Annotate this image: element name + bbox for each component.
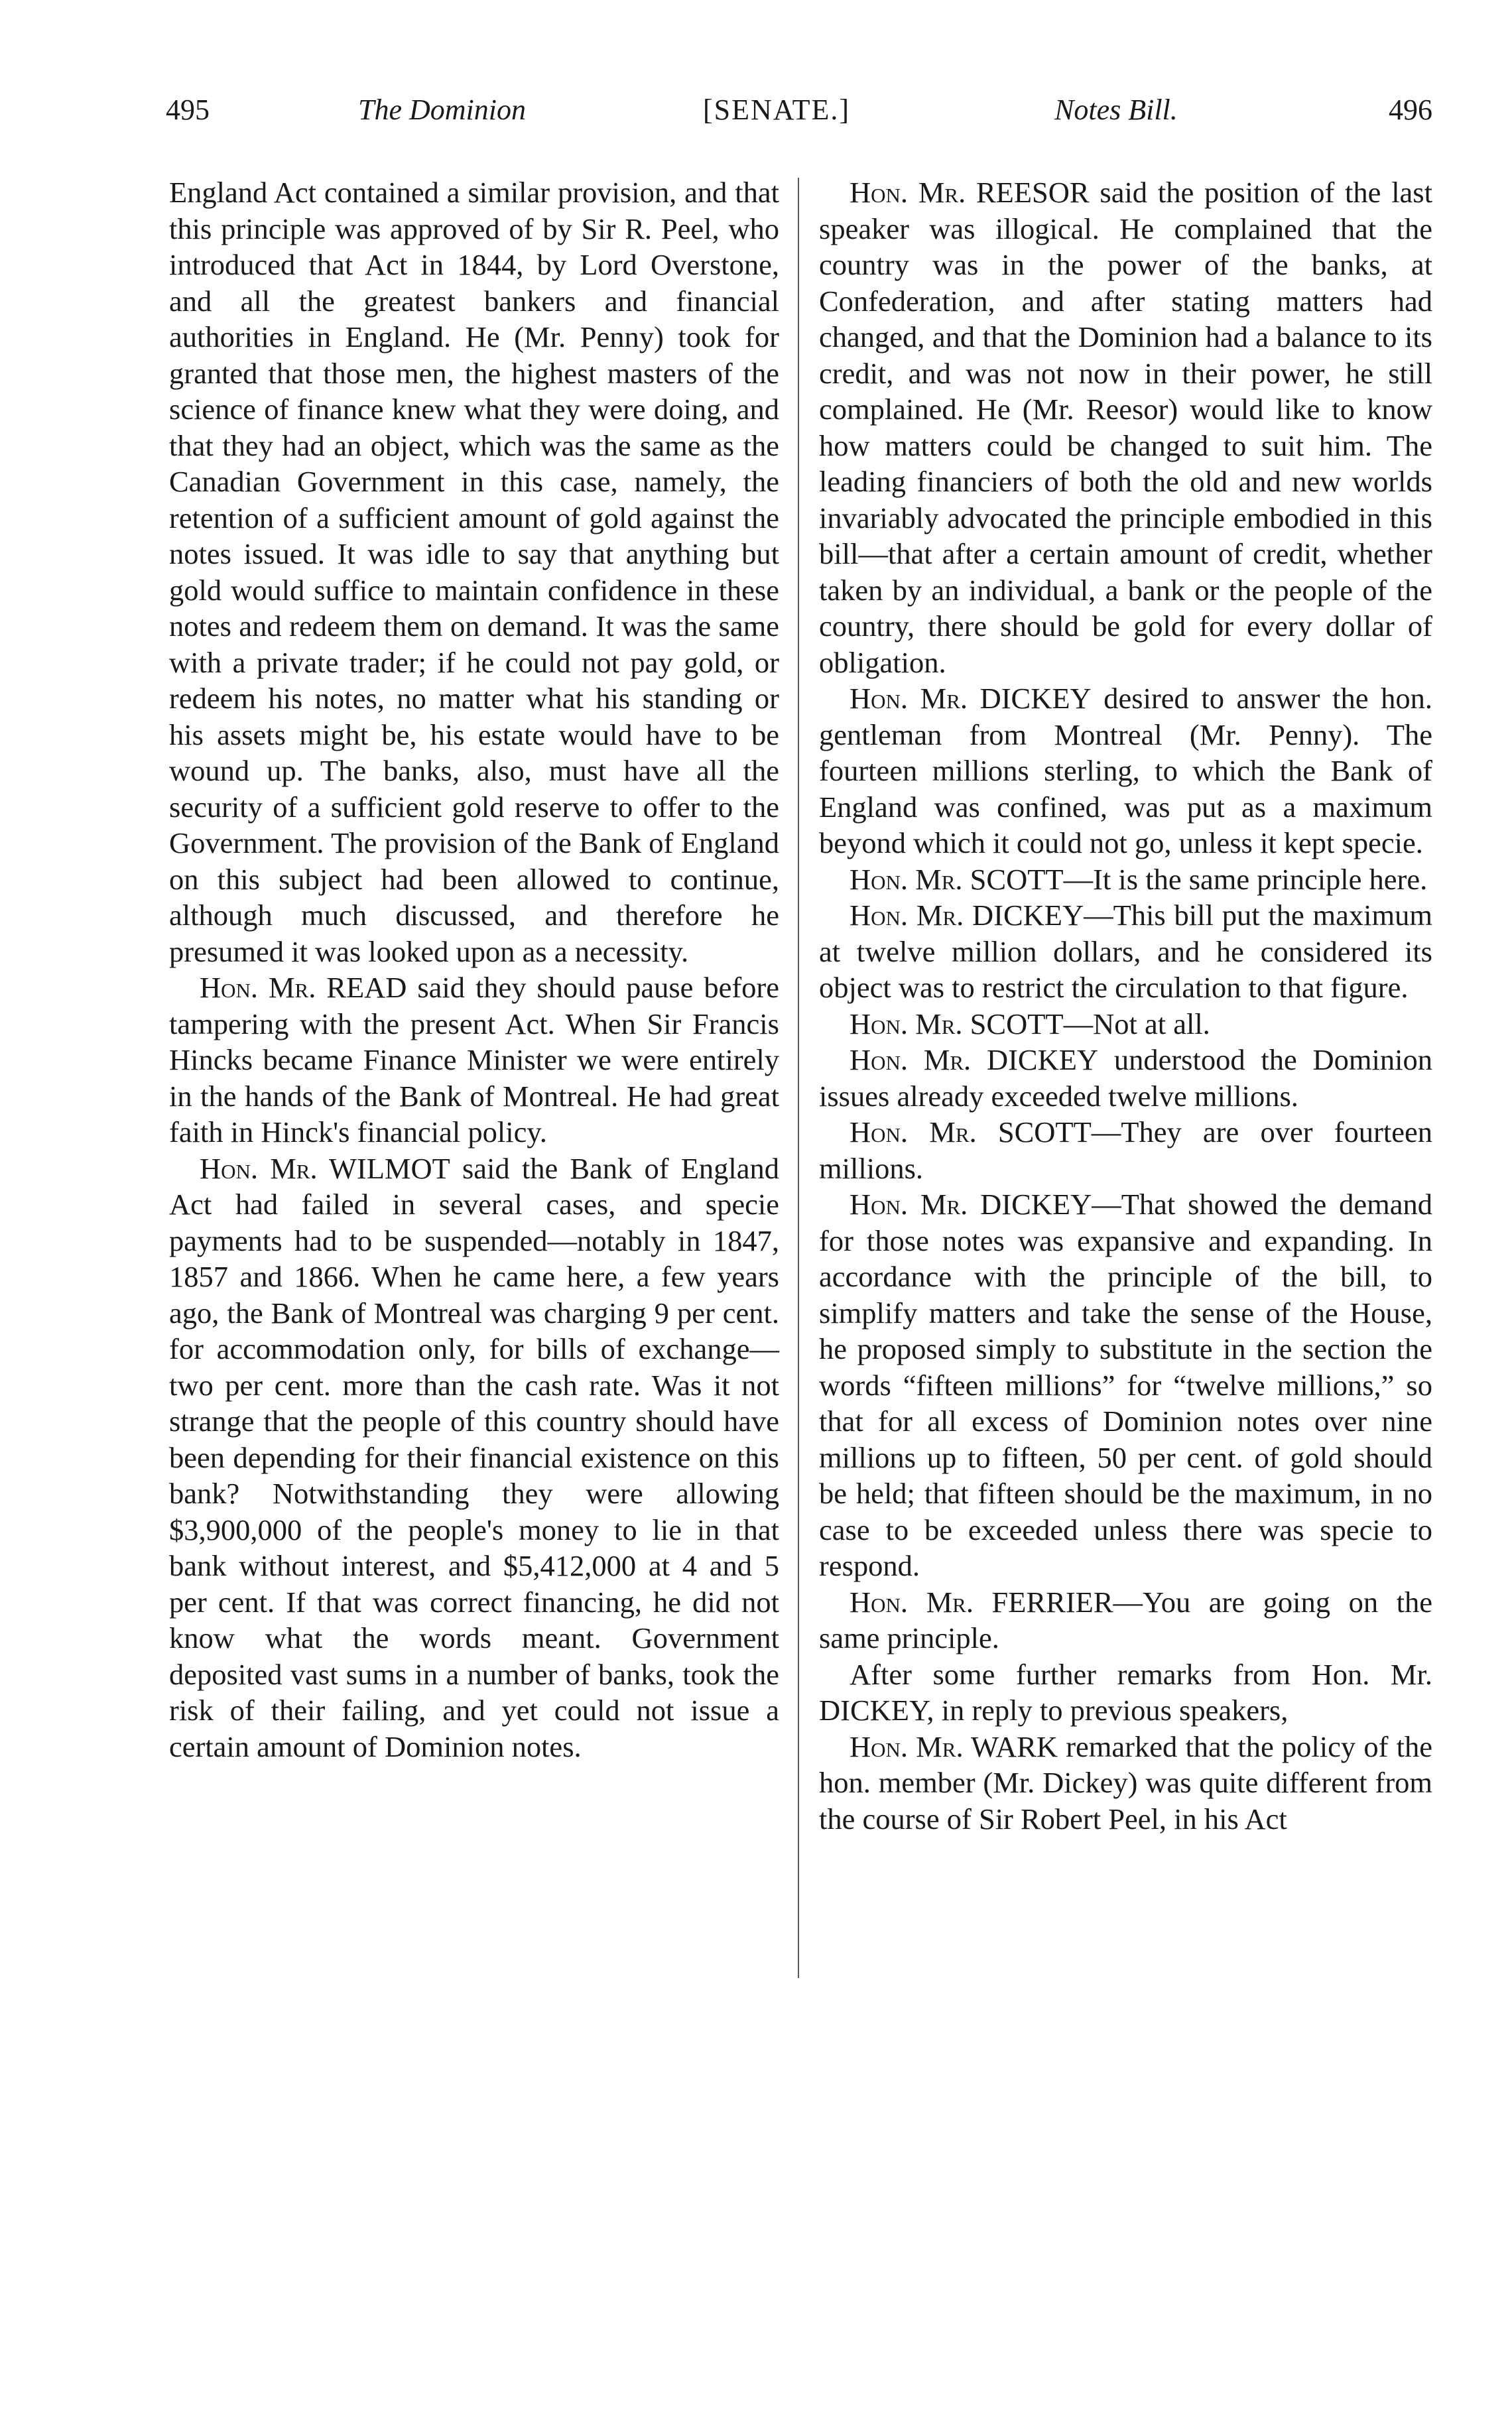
- left-running-title: The Dominion: [358, 94, 526, 126]
- paragraph-further-remarks: [819, 1656, 1432, 1729]
- paragraph-dickey-2: [819, 897, 1432, 1006]
- paragraph-text: —Not at all.: [1063, 1007, 1210, 1040]
- paragraph-text: After some further remarks from Hon. Mr. DICKEY, in reply to previous speakers,: [819, 1657, 1432, 1727]
- paragraph-wark: [819, 1729, 1432, 1838]
- paragraph-speaker: Hon. Mr. DICKEY: [850, 1188, 1092, 1221]
- left-page-number: 495: [166, 94, 210, 126]
- center-running-title: [SENATE.]: [703, 94, 851, 126]
- page-header: [166, 93, 1432, 146]
- column-divider: [798, 178, 799, 1978]
- paragraph-scott-1: [819, 861, 1432, 898]
- paragraph-text: England Act contained a similar provision, and that this principle was approved of by Sir R. Peel, who introduced that Act in 1844, by Lord Overstone, and all the greatest bankers and financial authorities in England. He (Mr. Penny) took for granted that those men, the highest masters of the science of finance knew what they were doing, and that they had an object, which was the same as the Canadian Government in this case, namely, the retention of a sufficient amount of gold against the notes issued. It was idle to say that anything but gold would suffice to maintain confidence in these notes and redeem them on demand. It was the same with a private trader; if he could not pay gold, or redeem his notes, no matter what his standing or his assets might be, his estate would have to be wound up. The banks, also, must have all the security of a sufficient gold reserve to offer to the Government. The provision of the Bank of England on this subject had been allowed to continue, although much discussed, and therefore he presumed it was looked upon as a necessity.: [169, 176, 779, 968]
- paragraph-speaker: Hon. Mr. DICKEY: [850, 682, 1092, 715]
- paragraph-speaker: Hon. Mr. FERRIER: [850, 1585, 1113, 1619]
- paragraph-text: —It is the same principle here.: [1063, 862, 1428, 896]
- right-text-column: [819, 174, 1432, 1837]
- paragraph-wilmot: [169, 1151, 779, 1765]
- paragraph-speaker: Hon. Mr. REESOR: [850, 176, 1090, 209]
- paragraph-speaker: Hon. Mr. SCOTT: [850, 1007, 1064, 1040]
- paragraph-dickey-4: [819, 1186, 1432, 1584]
- paragraph-speaker: Hon. Mr. SCOTT: [850, 862, 1064, 896]
- paragraph-speaker: Hon. Mr. DICKEY: [850, 1043, 1099, 1076]
- paragraph-read: [169, 969, 779, 1151]
- paragraph-dickey-3: [819, 1042, 1432, 1114]
- paragraph-speaker: Hon. Mr. DICKEY: [850, 899, 1084, 932]
- paragraph-text: —This bill put the maximum at twelve million dollars, and he considered its object was to restrict the circulation to that figure.: [819, 899, 1433, 1004]
- paragraph-text: —You are going on the same principle.: [819, 1585, 1432, 1654]
- paragraph-scott-2: [819, 1006, 1432, 1042]
- paragraph-speaker: Hon. Mr. WARK: [850, 1729, 1058, 1763]
- paragraph-continuation: [169, 174, 779, 969]
- paragraph-dickey-1: [819, 680, 1432, 861]
- paragraph-speaker: Hon. Mr. READ: [200, 971, 407, 1004]
- paragraph-speaker: Hon. Mr. WILMOT: [200, 1151, 450, 1185]
- paragraph-reesor: [819, 174, 1432, 680]
- paragraph-text: desired to answer the hon. gentleman from Montreal (Mr. Penny). The fourteen millions sterling, to which the Bank of England was confined, was put as a maximum beyond which it could not go, unless it kept specie.: [819, 682, 1432, 859]
- right-running-title: Notes Bill.: [1054, 94, 1178, 126]
- left-text-column: [169, 174, 779, 1765]
- paragraph-scott-3: [819, 1114, 1432, 1186]
- paragraph-speaker: Hon. Mr. SCOTT: [850, 1115, 1092, 1149]
- paragraph-text: remarked that the policy of the hon. member (Mr. Dickey) was quite different from the course of Sir Robert Peel, in his Act: [819, 1729, 1432, 1836]
- paragraph-text: —That showed the demand for those notes was expansive and expanding. In accordance with the principle of the bill, to simplify matters and take the sense of the House, he proposed simply to substitute in the section the words “fifteen millions” for “twelve millions,” so that for all excess of Dominion notes over nine millions up to fifteen, 50 per cent. of gold should be held; that fifteen should be the maximum, in no case to be exceeded unless there was specie to respond.: [819, 1188, 1433, 1582]
- paragraph-text: said the Bank of England Act had failed in several cases, and specie payments had to be suspended—notably in 1847, 1857 and 1866. When he came here, a few years ago, the Bank of Montreal was charging 9 per cent. for accommodation only, for bills of exchange—two per cent. more than the cash rate. Was it not strange that the people of this country should have been depending for their financial existence on this bank? Notwithstanding they were allowing $3,900,000 of the people's money to lie in that bank without interest, and $5,412,000 at 4 and 5 per cent. If that was correct financing, he did not know what the words meant. Government deposited vast sums in a number of banks, took the risk of their failing, and yet could not issue a certain amount of Dominion notes.: [169, 1151, 779, 1763]
- paragraph-ferrier: [819, 1584, 1432, 1656]
- paragraph-text: —They are over fourteen millions.: [819, 1115, 1432, 1185]
- paragraph-text: understood the Dominion issues already exceeded twelve millions.: [819, 1043, 1432, 1113]
- paragraph-text: said the position of the last speaker was illogical. He complained that the country was in the power of the banks, at Confederation, and after stating matters had changed, and that the Dominion had a balance to its credit, and was not now in their power, he still complained. He (Mr. Reesor) would like to know how matters could be changed to suit him. The leading financiers of both the old and new worlds invariably advocated the principle embodied in this bill—that after a certain amount of credit, whether taken by an individual, a bank or the people of the country, there should be gold for every dollar of obligation.: [819, 176, 1432, 679]
- paragraph-text: said they should pause before tampering with the present Act. When Sir Francis Hincks became Finance Minister we were entirely in the hands of the Bank of Montreal. He had great faith in Hinck's financial policy.: [169, 971, 779, 1149]
- right-page-number: 496: [1389, 94, 1432, 126]
